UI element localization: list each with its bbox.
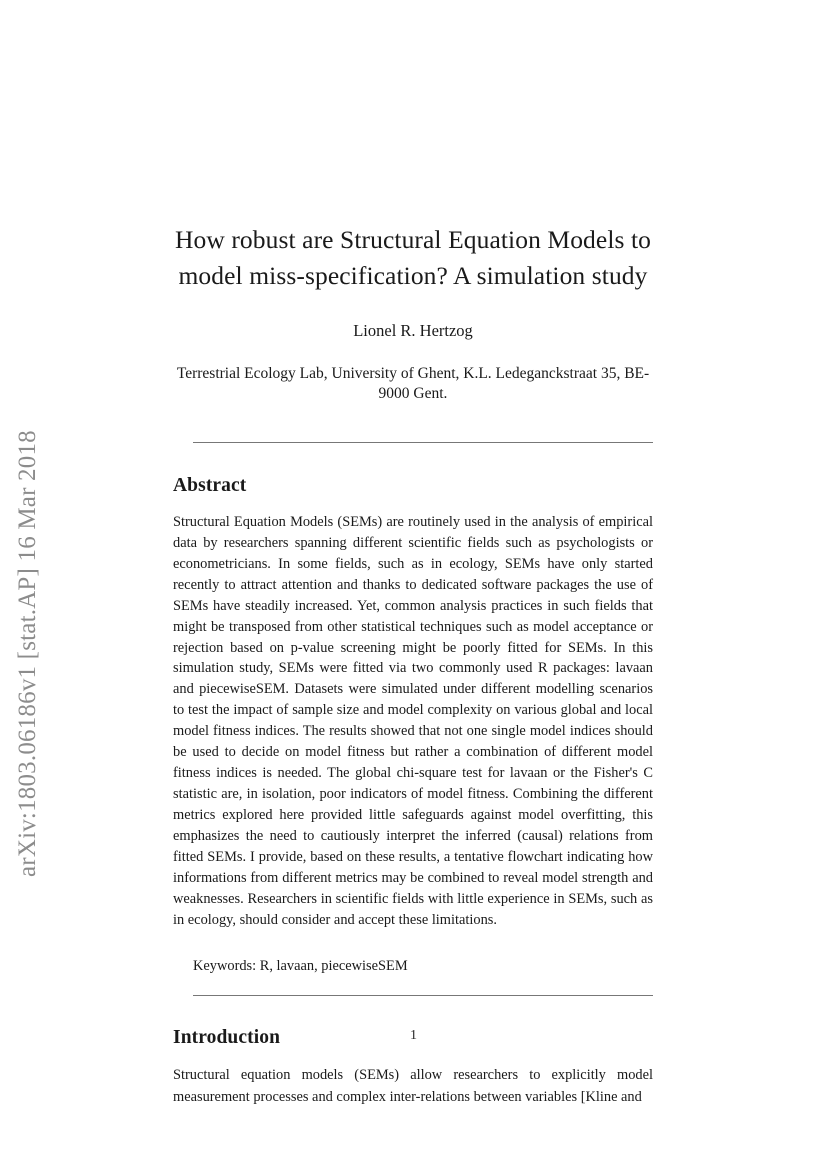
- arxiv-stamp-text: arXiv:1803.06186v1 [stat.AP] 16 Mar 2018: [14, 430, 41, 877]
- abstract-body: Structural Equation Models (SEMs) are routinely used in the analysis of empirical data by researchers spanning different scientific fields such as psychologists or econometricians. In some fields, such as in ecology, SEMs have only started recently to attract attention and thanks to dedicated software packages the use of SEMs have steadily increased. Yet, common analysis practices in such fields that might be transposed from other statistical techniques such as model acceptance or rejection based on p-value screening might be poorly fitted for SEMs. In this simulation study, SEMs were fitted via two commonly used R packages: lavaan and piecewiseSEM. Datasets were simulated under different modelling scenarios to test the impact of sample size and model complexity on various global and local model fitness indices. The results showed that not one single model indices should be used to decide on model fitness but rather a combination of different model fitness indices is needed. The global chi-square test for lavaan or the Fisher's C statistic are, in isolation, poor indicators of model fitness. Combining the different metrics explored here provided little safeguards against model overfitting, this emphasizes the need to cautiously interpret the inferred (causal) relations from fitted SEMs. I provide, based on these results, a tentative flowchart indicating how informations from different metrics may be combined to reveal model strength and weaknesses. Researchers in scientific fields with little experience in SEMs, such as in ecology, should consider and accept these limitations.: [173, 513, 653, 928]
- arxiv-stamp: [0, 0, 56, 1169]
- paper-content-column: [173, 0, 653, 1108]
- paper-author: Lionel R. Hertzog: [353, 321, 473, 341]
- introduction-heading: Introduction: [173, 1027, 281, 1049]
- page-number: 1: [410, 1028, 417, 1043]
- paper-title: How robust are Structural Equation Models to model miss-specification? A simulation study: [174, 225, 652, 291]
- paper-affiliation: Terrestrial Ecology Lab, University of Ghent, K.L. Ledeganckstraat 35, BE-9000 Gent.: [176, 364, 650, 402]
- abstract-heading: Abstract: [173, 475, 247, 497]
- keywords-line: Keywords: R, lavaan, piecewiseSEM: [193, 957, 408, 974]
- introduction-body: Structural equation models (SEMs) allow researchers to explicitly model measurement processes and complex inter-relations between variables [Kline and: [173, 1067, 653, 1105]
